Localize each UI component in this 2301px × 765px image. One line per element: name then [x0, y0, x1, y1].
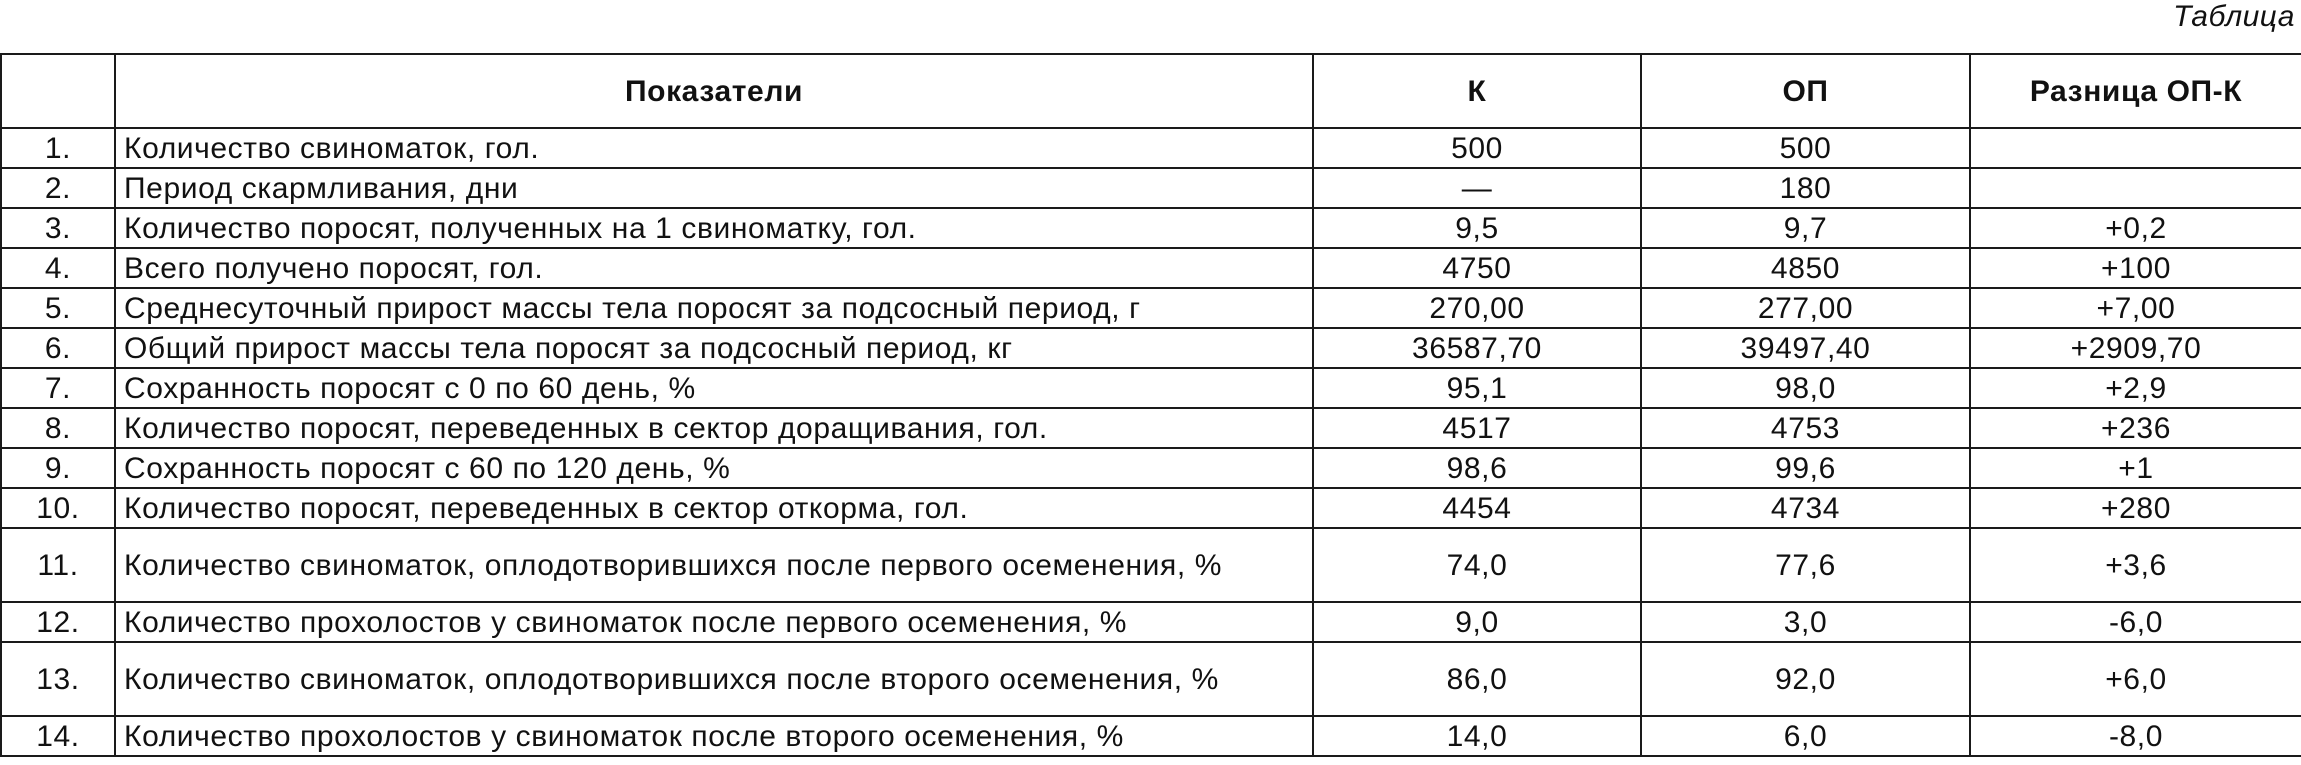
row-k-value: 4454	[1313, 488, 1641, 528]
row-indicator: Всего получено поросят, гол.	[115, 248, 1313, 288]
row-k-value: 500	[1313, 128, 1641, 168]
row-number: 3.	[1, 208, 115, 248]
table-row	[1, 488, 2301, 528]
row-k-value: 98,6	[1313, 448, 1641, 488]
row-k-value: 9,5	[1313, 208, 1641, 248]
row-indicator: Общий прирост массы тела поросят за подсосный период, кг	[115, 328, 1313, 368]
row-op-value: 39497,40	[1641, 328, 1970, 368]
row-op-value: 98,0	[1641, 368, 1970, 408]
header-k: К	[1313, 54, 1641, 128]
table-header-row	[1, 54, 2301, 128]
row-op-value: 500	[1641, 128, 1970, 168]
row-number: 2.	[1, 168, 115, 208]
row-k-value: 95,1	[1313, 368, 1641, 408]
table-row	[1, 528, 2301, 602]
row-indicator: Количество прохолостов у свиноматок после первого осеменения, %	[115, 602, 1313, 642]
row-indicator: Среднесуточный прирост массы тела поросят за подсосный период, г	[115, 288, 1313, 328]
row-difference-value	[1970, 128, 2301, 168]
row-op-value: 4850	[1641, 248, 1970, 288]
row-indicator: Количество поросят, переведенных в сектор откорма, гол.	[115, 488, 1313, 528]
row-difference-value: +100	[1970, 248, 2301, 288]
table-row	[1, 716, 2301, 756]
row-number: 8.	[1, 408, 115, 448]
row-number: 9.	[1, 448, 115, 488]
row-k-value: 4750	[1313, 248, 1641, 288]
row-number: 4.	[1, 248, 115, 288]
row-op-value: 4753	[1641, 408, 1970, 448]
row-k-value: 74,0	[1313, 528, 1641, 602]
header-indicators: Показатели	[115, 54, 1313, 128]
row-difference-value: +2,9	[1970, 368, 2301, 408]
row-op-value: 6,0	[1641, 716, 1970, 756]
header-number	[1, 54, 115, 128]
row-number: 14.	[1, 716, 115, 756]
row-k-value: 86,0	[1313, 642, 1641, 716]
indicators-table	[0, 53, 2301, 757]
row-difference-value: +2909,70	[1970, 328, 2301, 368]
header-difference: Разница ОП-К	[1970, 54, 2301, 128]
table-row	[1, 448, 2301, 488]
row-number: 1.	[1, 128, 115, 168]
table-row	[1, 288, 2301, 328]
table-row	[1, 328, 2301, 368]
row-difference-value: +6,0	[1970, 642, 2301, 716]
row-op-value: 9,7	[1641, 208, 1970, 248]
row-difference-value: -8,0	[1970, 716, 2301, 756]
row-indicator: Сохранность поросят с 0 по 60 день, %	[115, 368, 1313, 408]
row-number: 10.	[1, 488, 115, 528]
row-number: 6.	[1, 328, 115, 368]
row-k-value: 270,00	[1313, 288, 1641, 328]
row-difference-value: +280	[1970, 488, 2301, 528]
row-difference-value: +0,2	[1970, 208, 2301, 248]
row-k-value: 4517	[1313, 408, 1641, 448]
table-row	[1, 368, 2301, 408]
row-indicator: Период скармливания, дни	[115, 168, 1313, 208]
row-number: 13.	[1, 642, 115, 716]
row-k-value: 14,0	[1313, 716, 1641, 756]
row-indicator: Сохранность поросят с 60 по 120 день, %	[115, 448, 1313, 488]
row-difference-value: +1	[1970, 448, 2301, 488]
row-indicator: Количество прохолостов у свиноматок после второго осеменения, %	[115, 716, 1313, 756]
row-op-value: 180	[1641, 168, 1970, 208]
table-row	[1, 208, 2301, 248]
row-op-value: 277,00	[1641, 288, 1970, 328]
row-number: 7.	[1, 368, 115, 408]
row-difference-value: +236	[1970, 408, 2301, 448]
row-indicator: Количество свиноматок, оплодотворившихся после первого осеменения, %	[115, 528, 1313, 602]
row-number: 12.	[1, 602, 115, 642]
header-op: ОП	[1641, 54, 1970, 128]
row-op-value: 4734	[1641, 488, 1970, 528]
table-row	[1, 408, 2301, 448]
row-k-value: —	[1313, 168, 1641, 208]
row-k-value: 9,0	[1313, 602, 1641, 642]
row-difference-value: +3,6	[1970, 528, 2301, 602]
row-number: 11.	[1, 528, 115, 602]
row-op-value: 92,0	[1641, 642, 1970, 716]
table-row	[1, 602, 2301, 642]
table-row	[1, 168, 2301, 208]
row-indicator: Количество поросят, переведенных в сектор доращивания, гол.	[115, 408, 1313, 448]
row-k-value: 36587,70	[1313, 328, 1641, 368]
row-indicator: Количество поросят, полученных на 1 свиноматку, гол.	[115, 208, 1313, 248]
row-op-value: 99,6	[1641, 448, 1970, 488]
row-indicator: Количество свиноматок, оплодотворившихся после второго осеменения, %	[115, 642, 1313, 716]
row-difference-value: +7,00	[1970, 288, 2301, 328]
table-row	[1, 248, 2301, 288]
row-difference-value	[1970, 168, 2301, 208]
table-row	[1, 642, 2301, 716]
row-indicator: Количество свиноматок, гол.	[115, 128, 1313, 168]
row-difference-value: -6,0	[1970, 602, 2301, 642]
row-op-value: 3,0	[1641, 602, 1970, 642]
row-op-value: 77,6	[1641, 528, 1970, 602]
table-row	[1, 128, 2301, 168]
row-number: 5.	[1, 288, 115, 328]
table-caption: Таблица	[2173, 0, 2295, 33]
